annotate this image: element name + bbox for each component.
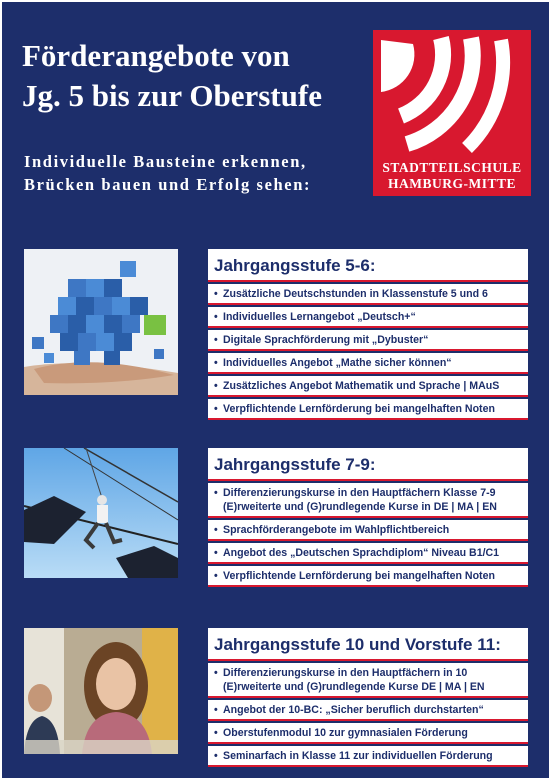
bullet-icon: • bbox=[214, 288, 218, 300]
bullet-icon: • bbox=[214, 727, 218, 739]
section-heading-box bbox=[208, 448, 528, 481]
bullet-icon: • bbox=[214, 570, 218, 582]
list-item-text: Seminarfach in Klasse 11 zur individuellen Förderung bbox=[223, 750, 493, 762]
list-item-text: Zusätzliches Angebot Mathematik und Sprache | MAuS bbox=[223, 380, 500, 392]
list-item bbox=[208, 723, 528, 744]
list-item-text: Angebot der 10-BC: „Sicher beruflich durchstarten“ bbox=[223, 704, 484, 716]
list-item bbox=[208, 284, 528, 305]
list-item-text: Differenzierungskurse in den Hauptfächern Klasse 7-9 (E)rweiterte und (G)rundlegende Kurse in DE | MA | EN bbox=[223, 487, 497, 513]
list-item-text: Digitale Sprachförderung mit „Dybuster“ bbox=[223, 334, 429, 346]
section-grade-5-6 bbox=[208, 249, 528, 422]
section-heading-box bbox=[208, 249, 528, 282]
list-item bbox=[208, 399, 528, 420]
list-item bbox=[208, 566, 528, 587]
list-item bbox=[208, 376, 528, 397]
list-item bbox=[208, 353, 528, 374]
list-item bbox=[208, 700, 528, 721]
school-logo bbox=[373, 30, 531, 196]
page-subtitle bbox=[24, 150, 311, 196]
bullet-icon: • bbox=[214, 487, 218, 499]
list-item-text: Sprachförderangebote im Wahlpflichtbereich bbox=[223, 524, 450, 536]
bullet-icon: • bbox=[214, 524, 218, 536]
flyer-page bbox=[2, 2, 549, 778]
list-item bbox=[208, 330, 528, 351]
bullet-icon: • bbox=[214, 311, 218, 323]
logo-arcs-icon bbox=[373, 30, 531, 160]
list-item bbox=[208, 483, 528, 518]
list-item-text: Zusätzliche Deutschstunden in Klassenstufe 5 und 6 bbox=[223, 288, 488, 300]
bullet-icon: • bbox=[214, 357, 218, 369]
bullet-icon: • bbox=[214, 667, 218, 679]
section-heading: Jahrgangsstufe 5-6: bbox=[214, 256, 376, 275]
list-item-text: Individuelles Lernangebot „Deutsch+“ bbox=[223, 311, 416, 323]
list-item-text: Angebot des „Deutschen Sprachdiplom“ Niveau B1/C1 bbox=[223, 547, 500, 559]
list-item-text: Individuelles Angebot „Mathe sicher können“ bbox=[223, 357, 452, 369]
students-classroom-photo bbox=[24, 628, 178, 754]
title-line-2: Jg. 5 bis zur Oberstufe bbox=[22, 78, 322, 113]
subtitle-line-2: Brücken bauen und Erfolg sehen: bbox=[24, 175, 312, 194]
list-item-text: Verpflichtende Lernförderung bei mangelhaften Noten bbox=[223, 403, 495, 415]
bullet-icon: • bbox=[214, 750, 218, 762]
logo-line-1: STADTTEILSCHULE bbox=[382, 160, 522, 175]
bullet-icon: • bbox=[214, 334, 218, 346]
title-line-1: Förderangebote von bbox=[22, 38, 290, 73]
list-item-text: Oberstufenmodul 10 zur gymnasialen Förderung bbox=[223, 727, 468, 739]
list-item bbox=[208, 663, 528, 698]
list-item-text: Verpflichtende Lernförderung bei mangelhaften Noten bbox=[223, 570, 495, 582]
high-ropes-course-photo bbox=[24, 448, 178, 578]
list-item bbox=[208, 543, 528, 564]
bullet-icon: • bbox=[214, 547, 218, 559]
bullet-icon: • bbox=[214, 403, 218, 415]
list-item bbox=[208, 746, 528, 767]
bullet-icon: • bbox=[214, 380, 218, 392]
list-item bbox=[208, 520, 528, 541]
section-grade-7-9 bbox=[208, 448, 528, 589]
bullet-icon: • bbox=[214, 704, 218, 716]
list-item bbox=[208, 307, 528, 328]
section-heading: Jahrgangsstufe 10 und Vorstufe 11: bbox=[214, 635, 501, 654]
subtitle-line-1: Individuelle Bausteine erkennen, bbox=[24, 152, 307, 171]
list-item-text: Differenzierungskurse in den Hauptfächern in 10 (E)rweiterte und (G)rundlegende Kurse DE | MA | EN bbox=[223, 667, 485, 693]
section-heading: Jahrgangsstufe 7-9: bbox=[214, 455, 376, 474]
page-title bbox=[22, 36, 322, 116]
blue-cubes-hand-photo bbox=[24, 249, 178, 395]
section-grade-10-11 bbox=[208, 628, 528, 769]
logo-line-2: HAMBURG-MITTE bbox=[388, 176, 516, 191]
section-heading-box bbox=[208, 628, 528, 661]
